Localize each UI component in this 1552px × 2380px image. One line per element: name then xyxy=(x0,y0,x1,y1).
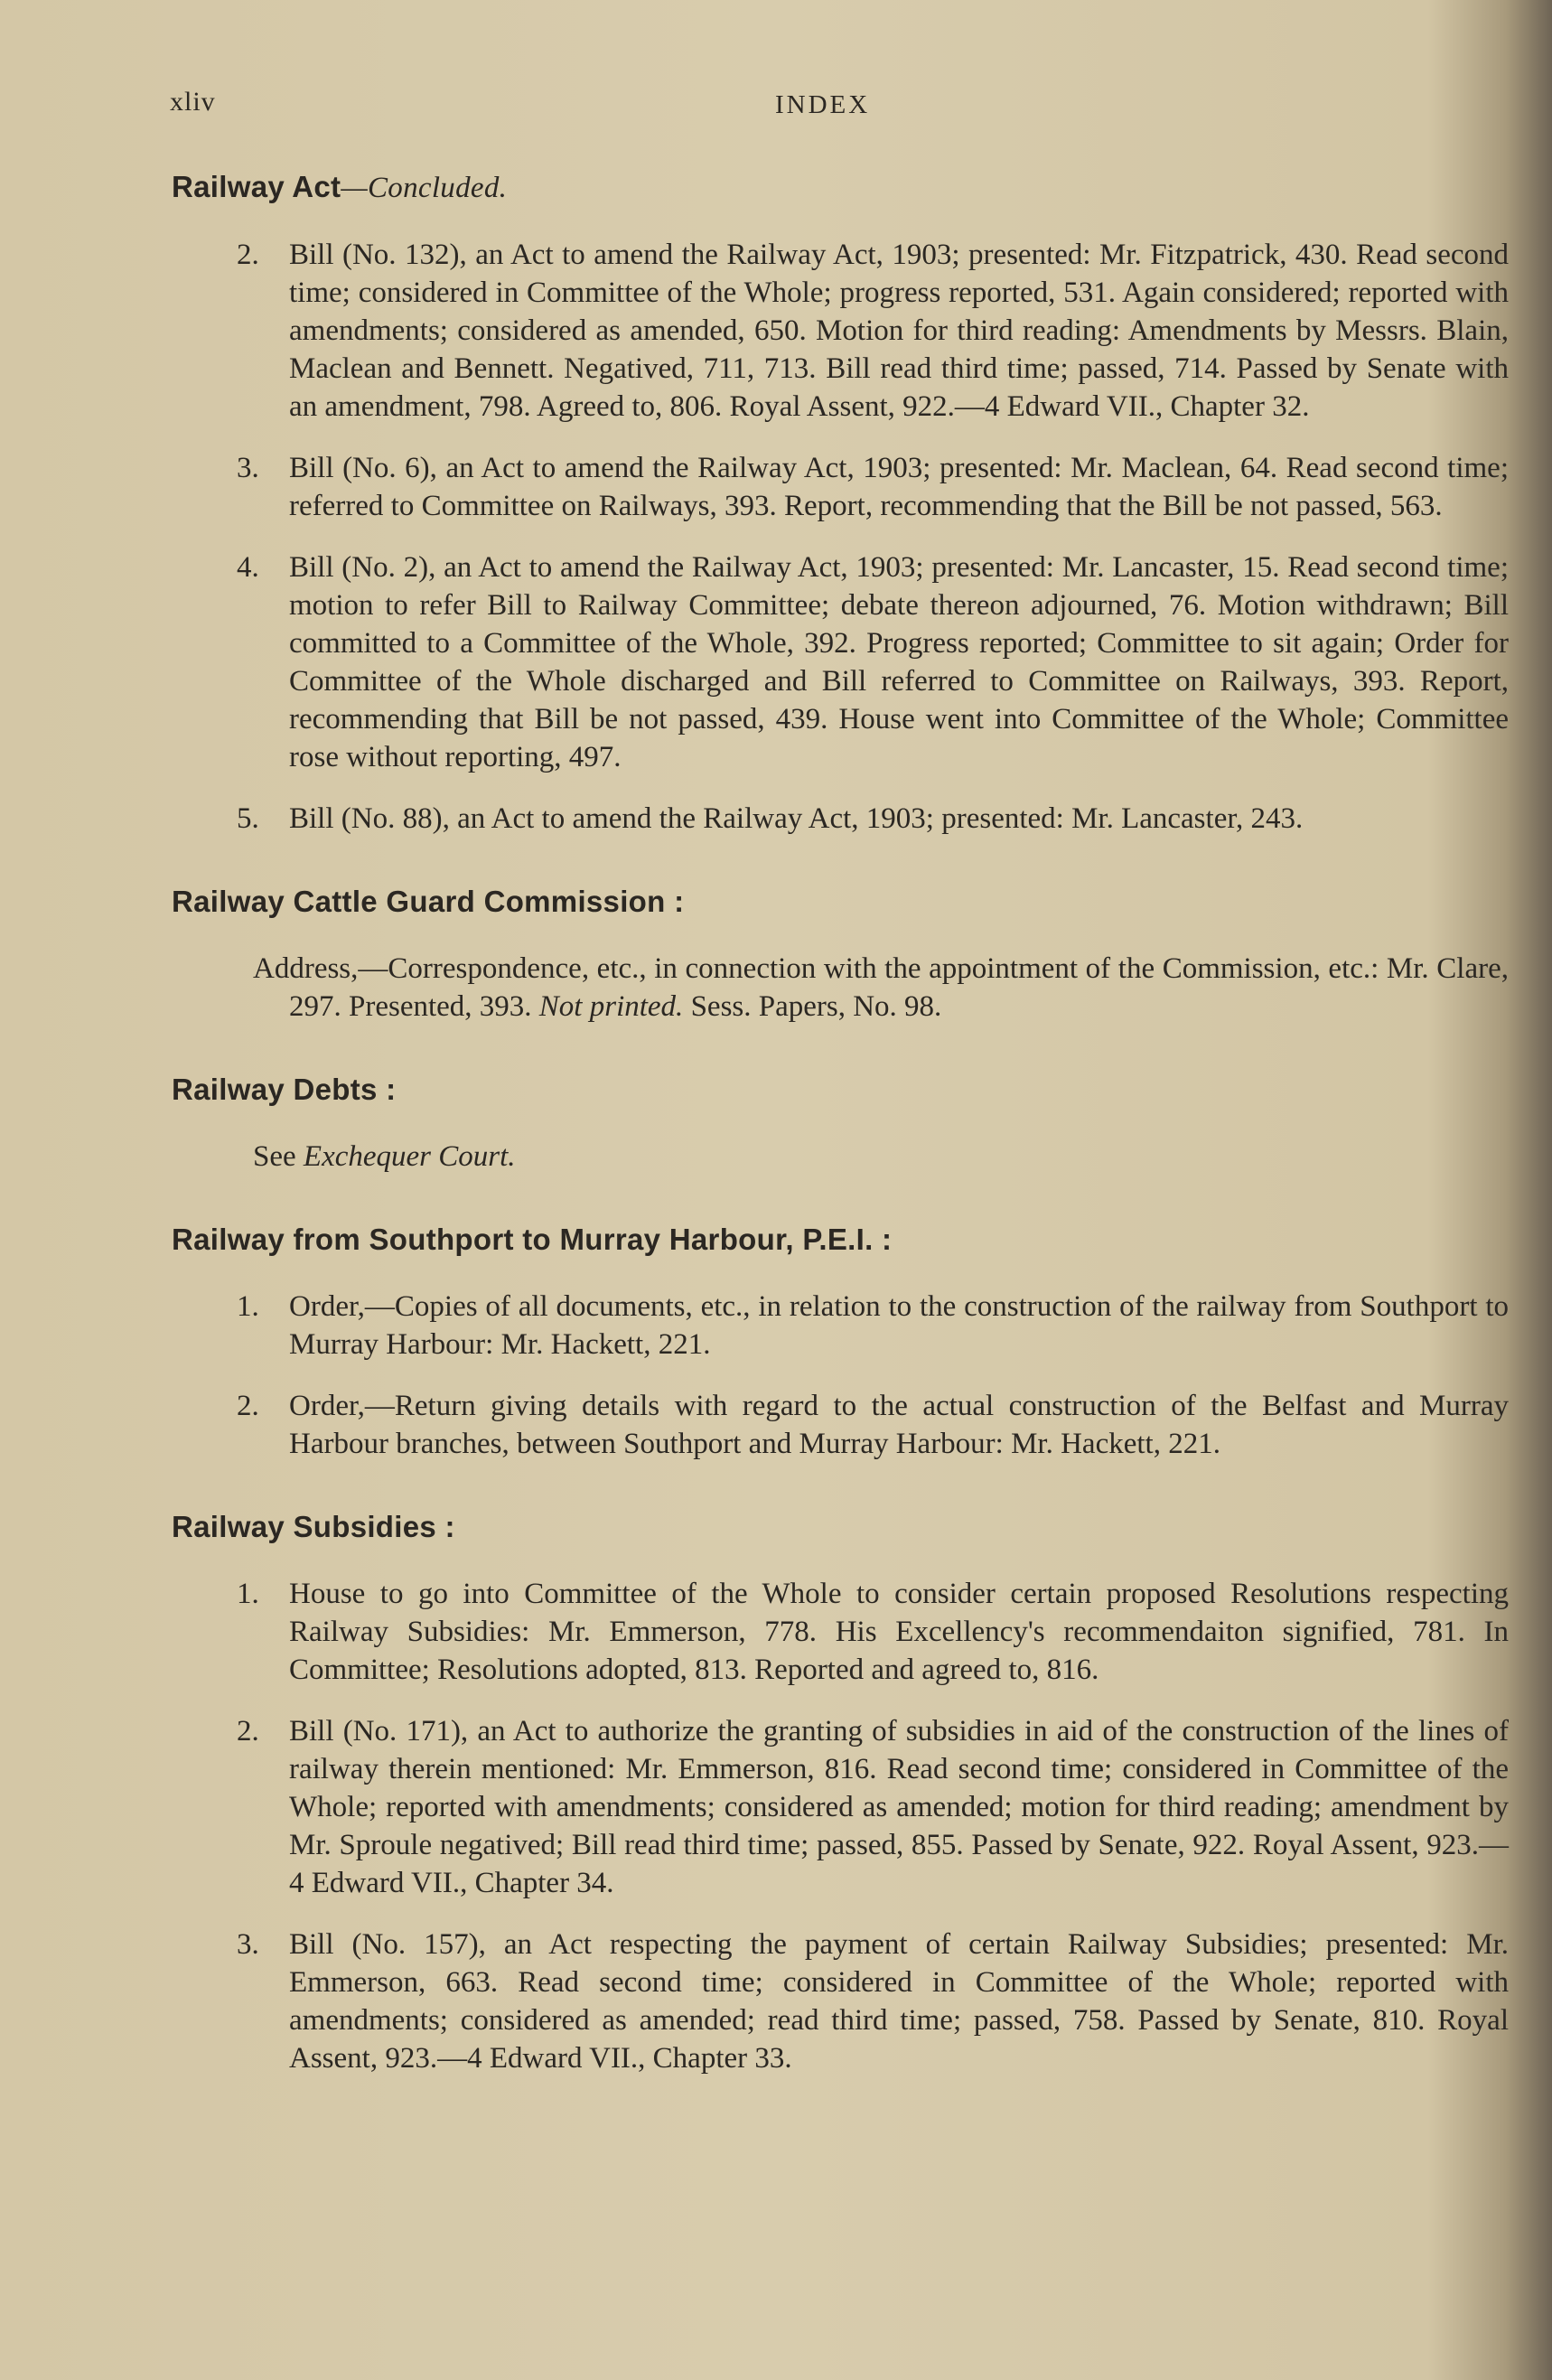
entry-number: 2. xyxy=(237,1715,259,1748)
entry-text: Address,—Correspondence, etc., in connection with the appointment of the Commission, etc.: Mr. Clare, 297. Presented, 393. xyxy=(253,952,1509,1023)
index-entry xyxy=(136,1575,1509,1689)
entry-italic-note: Not printed. xyxy=(538,990,684,1023)
index-entry xyxy=(136,236,1509,426)
index-entry xyxy=(136,1712,1509,1902)
section-heading: Railway Debts : xyxy=(172,1073,397,1106)
page-number: xliv xyxy=(170,87,216,117)
cross-reference xyxy=(136,1138,1509,1176)
entry-text-tail: Sess. Papers, No. 98. xyxy=(683,990,942,1023)
index-entry xyxy=(136,1387,1509,1463)
index-section-cattle-guard xyxy=(136,885,1509,1026)
entry-number: 1. xyxy=(237,1578,259,1610)
heading-text: Railway Act xyxy=(172,170,341,203)
index-section-railway-debts xyxy=(136,1073,1509,1176)
entry-number: 4. xyxy=(237,551,259,584)
entry-text: Bill (No. 171), an Act to authorize the granting of subsidies in aid of the construction of the lines of railway therein mentioned: Mr. Emmerson, 816. Read second time; considered in Committee of the Whole; reported with amendments; considered as amended; motion for third reading; amendment by Mr. Sproule negatived; Bill read third time; passed, 855. Passed by Senate, 922. Royal Assent, 923.—4 Edward VII., Chapter 34. xyxy=(289,1715,1509,1899)
see-reference: Exchequer Court. xyxy=(303,1140,516,1173)
index-content xyxy=(136,170,1509,2124)
section-heading: Railway from Southport to Murray Harbour, P.E.I. : xyxy=(172,1223,893,1256)
index-entry xyxy=(136,800,1509,838)
entry-text: Bill (No. 88), an Act to amend the Railway Act, 1903; presented: Mr. Lancaster, 243. xyxy=(289,802,1304,835)
entry-text: Bill (No. 2), an Act to amend the Railway Act, 1903; presented: Mr. Lancaster, 15. Read second time; motion to refer Bill to Railway Committee; debate thereon adjourned, 76. Motion withdrawn; Bill committed to a Committee of the Whole, 392. Progress reported; Committee to sit again; Order for Committee of the Whole discharged and Bill referred to Committee on Railways, 393. Report, recommending that Bill be not passed, 439. House went into Committee of the Whole; Committee rose without reporting, 497. xyxy=(289,551,1509,773)
heading-continuation: —Concluded. xyxy=(341,172,508,204)
entry-text: Bill (No. 132), an Act to amend the Railway Act, 1903; presented: Mr. Fitzpatrick, 430. Read second time; considered in Committee of the Whole; progress reported, 531. Again considered; reported with amendments; considered as amended, 650. Motion for third reading: Amendments by Messrs. Blain, Maclean and Bennett. Negatived, 711, 713. Bill read third time; passed, 714. Passed by Senate with an amendment, 798. Agreed to, 806. Royal Assent, 922.—4 Edward VII., Chapter 32. xyxy=(289,239,1509,423)
see-label: See xyxy=(253,1140,304,1173)
index-entry xyxy=(136,1288,1509,1363)
entry-number: 1. xyxy=(237,1290,259,1323)
index-section-railway-subsidies xyxy=(136,1510,1509,2077)
index-entry xyxy=(136,548,1509,776)
entry-text: Bill (No. 6), an Act to amend the Railway Act, 1903; presented: Mr. Maclean, 64. Read second time; referred to Committee on Railways, 393. Report, recommending that the Bill be not passed, 563. xyxy=(289,452,1509,522)
section-heading: Railway Subsidies : xyxy=(172,1510,455,1543)
index-entry xyxy=(136,1926,1509,2077)
entry-number: 2. xyxy=(237,1390,259,1422)
page-header xyxy=(0,87,1482,132)
index-section-southport-murray xyxy=(136,1223,1509,1463)
index-section-railway-act xyxy=(136,170,1509,838)
entry-text: Order,—Copies of all documents, etc., in relation to the construction of the railway from Southport to Murray Harbour: Mr. Hackett, 221. xyxy=(289,1290,1509,1361)
entry-number: 5. xyxy=(237,802,259,835)
entry-number: 3. xyxy=(237,452,259,484)
index-entry xyxy=(136,950,1509,1026)
entry-number: 2. xyxy=(237,239,259,271)
running-head: INDEX xyxy=(775,90,871,119)
entry-text: House to go into Committee of the Whole to consider certain proposed Resolutions respecting Railway Subsidies: Mr. Emmerson, 778. His Excellency's recommendaiton signified, 781. In Committee; Resolutions adopted, 813. Reported and agreed to, 816. xyxy=(289,1578,1509,1686)
section-heading xyxy=(172,170,1509,205)
section-heading: Railway Cattle Guard Commission : xyxy=(172,885,685,918)
entry-text: Bill (No. 157), an Act respecting the payment of certain Railway Subsidies; presented: Mr. Emmerson, 663. Read second time; considered in Committee of the Whole; reported with amendments; considered as amended; read third time; passed, 758. Passed by Senate, 810. Royal Assent, 923.—4 Edward VII., Chapter 33. xyxy=(289,1928,1509,2075)
entry-number: 3. xyxy=(237,1928,259,1961)
index-entry xyxy=(136,449,1509,525)
entry-text: Order,—Return giving details with regard to the actual construction of the Belfast and Murray Harbour branches, between Southport and Murray Harbour: Mr. Hackett, 221. xyxy=(289,1390,1509,1460)
